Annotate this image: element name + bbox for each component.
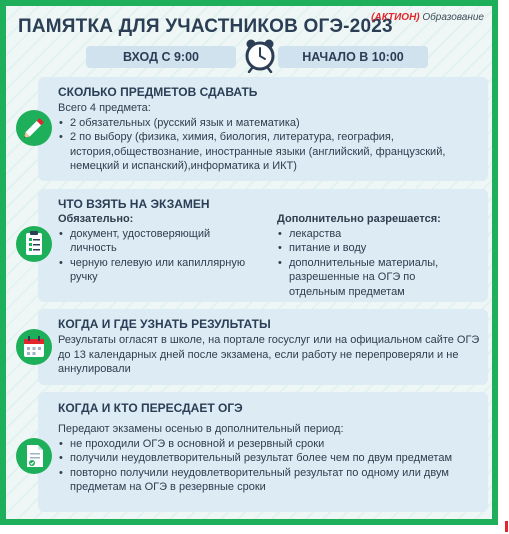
document-icon	[16, 438, 52, 474]
retake-body	[58, 422, 480, 495]
calendar-icon	[16, 329, 52, 365]
list-item: • повторно получили неудовлетворительный результат по одному или двум предметам на ОГЭ в резервные сроки	[58, 466, 480, 495]
list-item: • документ, удостоверяющий личность	[58, 227, 258, 256]
list-item: • лекарства	[277, 227, 467, 242]
list-item: • 2 по выбору (физика, химия, биология, литература, география, история,обществознание, иностранные языки (английский, французский, немецкий и испанский),информатика и ИКТ)	[58, 130, 480, 174]
entry-time-badge: ВХОД С 9:00	[86, 46, 236, 68]
pencil-icon	[16, 110, 52, 146]
page-title: ПАМЯТКА ДЛЯ УЧАСТНИКОВ ОГЭ-2023	[18, 16, 393, 37]
brand-subtitle: Образование	[422, 12, 484, 23]
brand-logo	[371, 12, 484, 23]
subjects-list	[58, 116, 480, 174]
allowed-heading: Дополнительно разрешается:	[277, 213, 441, 225]
bring-allowed	[277, 212, 467, 299]
allowed-list	[277, 227, 467, 300]
subjects-body	[58, 101, 480, 174]
checklist-icon	[16, 226, 52, 262]
brand-name: (АКТИОН)	[371, 12, 420, 23]
results-text: Результаты огласят в школе, на портале госуслуг или на официальном сайте ОГЭ до 13 календарных дней после экзамена, если работу не перепроверяли и не аннулировали	[58, 334, 480, 375]
subjects-title: СКОЛЬКО ПРЕДМЕТОВ СДАВАТЬ	[58, 85, 258, 99]
required-list	[58, 227, 258, 285]
corner-marker	[505, 521, 508, 532]
retake-card	[38, 392, 488, 512]
list-item: • черную гелевую или капиллярную ручку	[58, 256, 258, 285]
list-item: • дополнительные материалы, разрешенные на ОГЭ по отдельным предметам	[277, 256, 467, 300]
alarm-clock-icon	[243, 37, 277, 73]
retake-title: КОГДА И КТО ПЕРЕСДАЕТ ОГЭ	[58, 401, 243, 415]
retake-intro: Передают экзамены осенью в дополнительный период:	[58, 423, 344, 435]
subjects-card	[38, 77, 488, 181]
start-time-badge: НАЧАЛО В 10:00	[278, 46, 428, 68]
required-heading: Обязательно:	[58, 213, 134, 225]
list-item: • не проходили ОГЭ в основной и резервный сроки	[58, 437, 480, 452]
subjects-intro: Всего 4 предмета:	[58, 102, 151, 114]
bring-required	[58, 212, 258, 285]
bring-title: ЧТО ВЗЯТЬ НА ЭКЗАМЕН	[58, 197, 210, 211]
retake-list	[58, 437, 480, 495]
bring-card	[38, 189, 488, 302]
results-card	[38, 309, 488, 385]
poster-body	[6, 6, 492, 519]
results-title: КОГДА И ГДЕ УЗНАТЬ РЕЗУЛЬТАТЫ	[58, 317, 271, 331]
list-item: • питание и воду	[277, 241, 467, 256]
list-item: • получили неудовлетворительный результат более чем по двум предметам	[58, 451, 480, 466]
list-item: • 2 обязательных (русский язык и математика)	[58, 116, 480, 131]
